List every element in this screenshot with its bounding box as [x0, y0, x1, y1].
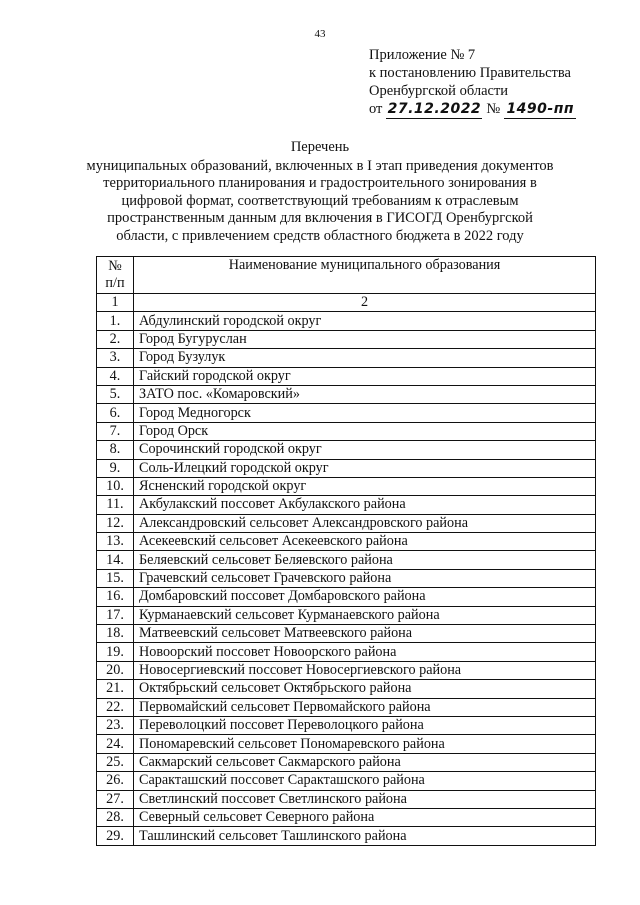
table-row — [97, 790, 596, 808]
row-number: 23. — [97, 716, 134, 734]
row-municipality-name: Светлинский поссовет Светлинского района — [134, 790, 596, 808]
row-municipality-name: Сорочинский городской округ — [134, 441, 596, 459]
row-number: 28. — [97, 808, 134, 826]
title-line: муниципальных образований, включенных в I этап приведения документов — [86, 157, 554, 174]
row-number: 17. — [97, 606, 134, 624]
row-municipality-name: Грачевский сельсовет Грачевского района — [134, 569, 596, 587]
row-municipality-name: Ясненский городской округ — [134, 477, 596, 495]
document-title — [70, 139, 570, 246]
row-municipality-name: Александровский сельсовет Александровского района — [134, 514, 596, 532]
table-row — [97, 404, 596, 422]
table-row — [97, 735, 596, 753]
title-line: цифровой формат, соответствующий требованиям к отраслевым — [121, 192, 519, 209]
table-row — [97, 367, 596, 385]
row-municipality-name: Город Медногорск — [134, 404, 596, 422]
row-number: 14. — [97, 551, 134, 569]
table-row — [97, 643, 596, 661]
title-line: области, с привлечением средств областного бюджета в 2022 году — [116, 227, 524, 244]
row-number: 29. — [97, 827, 134, 845]
row-number: 22. — [97, 698, 134, 716]
table-row — [97, 716, 596, 734]
row-number: 13. — [97, 533, 134, 551]
row-municipality-name: Пономаревский сельсовет Пономаревского района — [134, 735, 596, 753]
row-municipality-name: Матвеевский сельсовет Матвеевского района — [134, 625, 596, 643]
table-row — [97, 477, 596, 495]
row-number: 12. — [97, 514, 134, 532]
row-number: 8. — [97, 441, 134, 459]
row-number: 4. — [97, 367, 134, 385]
table-row — [97, 625, 596, 643]
title-line: пространственным данным для включения в ГИСОГД Оренбургской — [107, 210, 533, 227]
table-row — [97, 698, 596, 716]
table-row — [97, 422, 596, 440]
table-row — [97, 312, 596, 330]
header-num-sublabel: п/п — [105, 275, 125, 291]
handwritten-date: 27.12.2022 — [387, 101, 482, 117]
table-row — [97, 459, 596, 477]
header-name-cell: Наименование муниципального образования — [134, 257, 596, 294]
row-number: 1. — [97, 312, 134, 330]
index-name-cell: 2 — [134, 294, 596, 312]
table-row — [97, 569, 596, 587]
row-number: 3. — [97, 349, 134, 367]
index-num-cell: 1 — [97, 294, 134, 312]
row-number: 24. — [97, 735, 134, 753]
row-municipality-name: Домбаровский поссовет Домбаровского района — [134, 588, 596, 606]
row-number: 21. — [97, 680, 134, 698]
municipalities-table — [96, 256, 596, 846]
table-row — [97, 827, 596, 845]
title-heading: Перечень — [290, 139, 350, 155]
row-number: 25. — [97, 753, 134, 771]
table-row — [97, 588, 596, 606]
table-index-row — [97, 294, 596, 312]
row-municipality-name: Город Бугуруслан — [134, 330, 596, 348]
row-number: 6. — [97, 404, 134, 422]
row-number: 9. — [97, 459, 134, 477]
header-num-label: № — [108, 258, 122, 274]
date-prefix: от — [369, 101, 383, 117]
appendix-date-line — [369, 100, 576, 119]
table-row — [97, 441, 596, 459]
row-number: 7. — [97, 422, 134, 440]
row-municipality-name: Северный сельсовет Северного района — [134, 808, 596, 826]
row-municipality-name: ЗАТО пос. «Комаровский» — [134, 385, 596, 403]
row-municipality-name: Асекеевский сельсовет Асекеевского района — [134, 533, 596, 551]
row-municipality-name: Гайский городской округ — [134, 367, 596, 385]
row-municipality-name: Город Орск — [134, 422, 596, 440]
row-number: 18. — [97, 625, 134, 643]
row-number: 2. — [97, 330, 134, 348]
row-municipality-name: Соль-Илецкий городской округ — [134, 459, 596, 477]
table-row — [97, 606, 596, 624]
row-municipality-name: Курманаевский сельсовет Курманаевского района — [134, 606, 596, 624]
row-municipality-name: Саракташский поссовет Саракташского района — [134, 772, 596, 790]
row-number: 5. — [97, 385, 134, 403]
handwritten-number: 1490-пп — [504, 100, 576, 119]
table-row — [97, 772, 596, 790]
row-municipality-name: Ташлинский сельсовет Ташлинского района — [134, 827, 596, 845]
table-row — [97, 330, 596, 348]
table-header-row — [97, 257, 596, 294]
table-row — [97, 753, 596, 771]
table-row — [97, 680, 596, 698]
row-municipality-name: Акбулакский поссовет Акбулакского района — [134, 496, 596, 514]
table-row — [97, 385, 596, 403]
table-row — [97, 661, 596, 679]
number-prefix: № — [486, 101, 501, 117]
row-municipality-name: Новоорский поссовет Новоорского района — [134, 643, 596, 661]
row-number: 20. — [97, 661, 134, 679]
row-number: 19. — [97, 643, 134, 661]
table-row — [97, 496, 596, 514]
appendix-title: Приложение № 7 — [369, 47, 476, 63]
appendix-block — [369, 46, 576, 119]
row-municipality-name: Переволоцкий поссовет Переволоцкого района — [134, 716, 596, 734]
header-num-cell — [97, 257, 134, 294]
row-number: 10. — [97, 477, 134, 495]
row-number: 15. — [97, 569, 134, 587]
appendix-region: Оренбургской области — [369, 83, 509, 99]
title-line: территориального планирования и градостроительного зонирования в — [103, 175, 537, 192]
row-municipality-name: Абдулинский городской округ — [134, 312, 596, 330]
table-row — [97, 808, 596, 826]
table-row — [97, 533, 596, 551]
table-row — [97, 551, 596, 569]
row-municipality-name: Сакмарский сельсовет Сакмарского района — [134, 753, 596, 771]
row-number: 16. — [97, 588, 134, 606]
row-number: 27. — [97, 790, 134, 808]
page-number: 43 — [314, 28, 326, 40]
row-municipality-name: Новосергиевский поссовет Новосергиевского района — [134, 661, 596, 679]
row-number: 11. — [97, 496, 134, 514]
row-municipality-name: Город Бузулук — [134, 349, 596, 367]
row-municipality-name: Беляевский сельсовет Беляевского района — [134, 551, 596, 569]
row-number: 26. — [97, 772, 134, 790]
row-municipality-name: Первомайский сельсовет Первомайского района — [134, 698, 596, 716]
appendix-resolution: к постановлению Правительства — [369, 65, 571, 81]
row-municipality-name: Октябрьский сельсовет Октябрьского района — [134, 680, 596, 698]
table-row — [97, 349, 596, 367]
table-row — [97, 514, 596, 532]
